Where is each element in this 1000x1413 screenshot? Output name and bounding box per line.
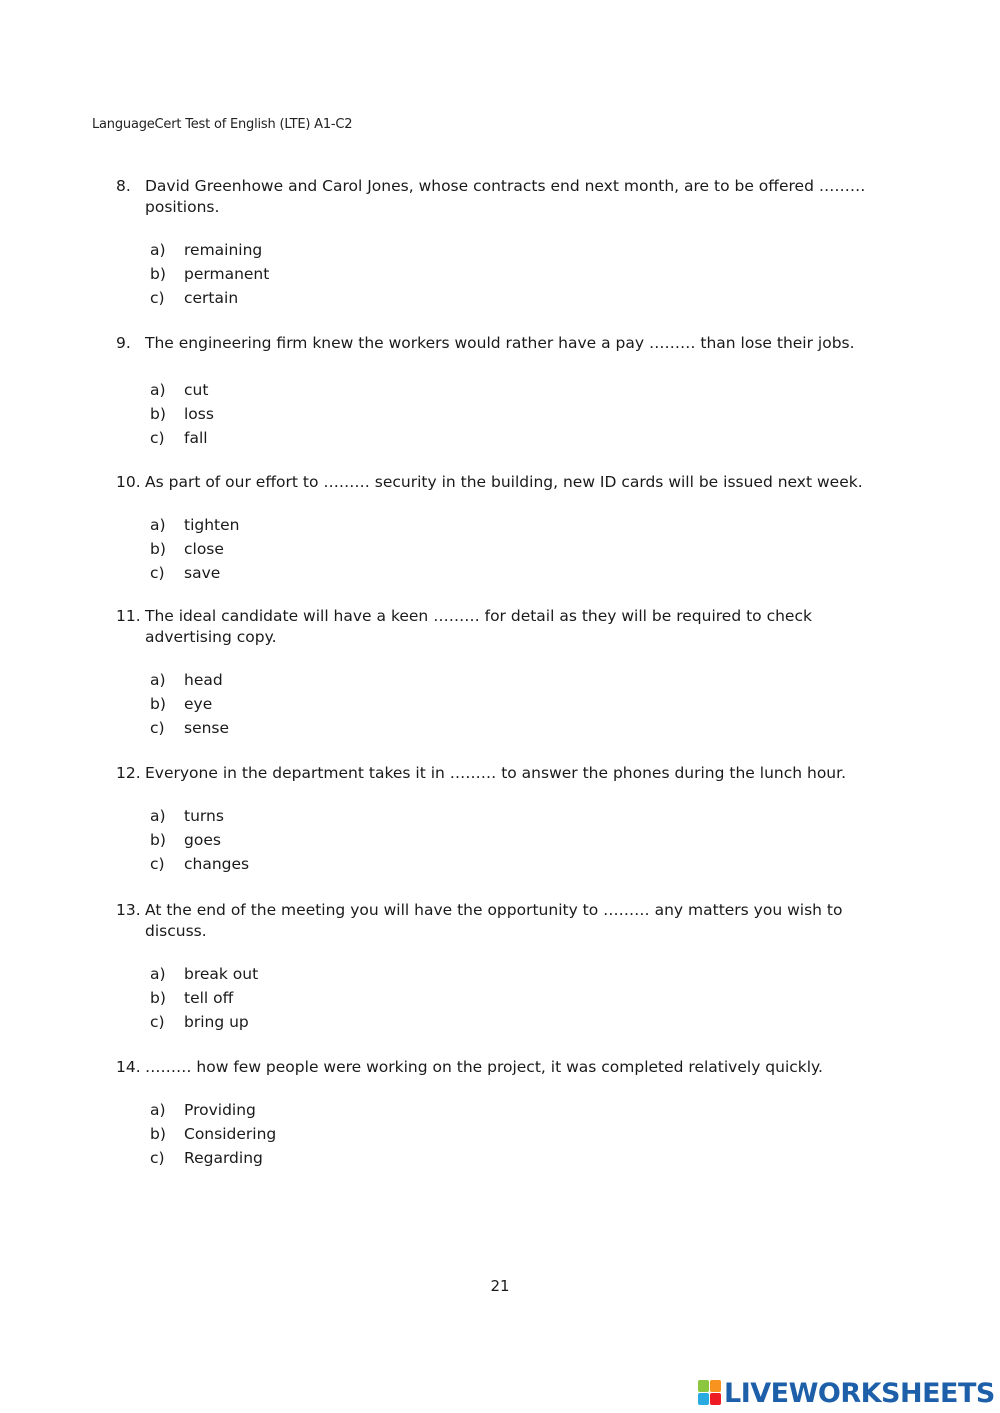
option-a[interactable] — [0, 1098, 1000, 1122]
option-a[interactable] — [0, 238, 1000, 262]
option-letter: b) — [150, 695, 166, 713]
option-b[interactable] — [0, 262, 1000, 286]
question-13 — [0, 900, 1000, 1034]
question-number: 10. — [116, 473, 141, 491]
options-list — [0, 378, 1000, 450]
option-text: remaining — [184, 241, 263, 259]
options-list — [0, 668, 1000, 740]
question-11 — [0, 606, 1000, 740]
option-letter: a) — [150, 241, 166, 259]
option-c[interactable] — [0, 716, 1000, 740]
option-text: save — [184, 564, 221, 582]
option-a[interactable] — [0, 962, 1000, 986]
option-text: tighten — [184, 516, 240, 534]
options-list — [0, 1098, 1000, 1170]
liveworksheets-brand[interactable] — [698, 1376, 995, 1410]
option-letter: c) — [150, 564, 165, 582]
option-text: Regarding — [184, 1149, 263, 1167]
option-letter: a) — [150, 965, 166, 983]
option-text: head — [184, 671, 223, 689]
option-b[interactable] — [0, 402, 1000, 426]
question-text: At the end of the meeting you will have the opportunity to ……… any matters you wish to discuss. — [145, 901, 843, 940]
question-number: 8. — [116, 177, 131, 195]
option-text: fall — [184, 429, 208, 447]
option-text: Providing — [184, 1101, 256, 1119]
option-a[interactable] — [0, 668, 1000, 692]
option-text: loss — [184, 405, 214, 423]
option-letter: a) — [150, 1101, 166, 1119]
question-text: As part of our effort to ……… security in the building, new ID cards will be issued next week. — [145, 473, 863, 491]
question-text: The ideal candidate will have a keen ……… for detail as they will be required to check advertising copy. — [145, 607, 812, 646]
question-8 — [0, 176, 1000, 310]
option-b[interactable] — [0, 1122, 1000, 1146]
question-number: 13. — [116, 901, 141, 919]
option-letter: b) — [150, 405, 166, 423]
option-letter: c) — [150, 719, 165, 737]
option-letter: a) — [150, 381, 166, 399]
option-c[interactable] — [0, 1146, 1000, 1170]
options-list — [0, 962, 1000, 1034]
question-9 — [0, 333, 1000, 450]
option-letter: b) — [150, 265, 166, 283]
question-10 — [0, 472, 1000, 585]
option-letter: c) — [150, 1149, 165, 1167]
document-header: LanguageCert Test of English (LTE) A1-C2 — [92, 117, 353, 132]
option-b[interactable] — [0, 537, 1000, 561]
question-number: 11. — [116, 607, 141, 625]
option-c[interactable] — [0, 426, 1000, 450]
option-c[interactable] — [0, 1010, 1000, 1034]
option-letter: b) — [150, 989, 166, 1007]
option-letter: c) — [150, 855, 165, 873]
option-letter: b) — [150, 540, 166, 558]
option-text: cut — [184, 381, 209, 399]
option-letter: a) — [150, 671, 166, 689]
option-text: permanent — [184, 265, 270, 283]
option-text: certain — [184, 289, 239, 307]
option-a[interactable] — [0, 804, 1000, 828]
question-text: The engineering firm knew the workers would rather have a pay ……… than lose their jobs. — [145, 334, 855, 352]
page-number: 21 — [490, 1277, 510, 1295]
option-text: goes — [184, 831, 221, 849]
option-text: turns — [184, 807, 224, 825]
option-b[interactable] — [0, 828, 1000, 852]
options-list — [0, 513, 1000, 585]
option-text: eye — [184, 695, 213, 713]
option-letter: a) — [150, 807, 166, 825]
option-a[interactable] — [0, 513, 1000, 537]
option-a[interactable] — [0, 378, 1000, 402]
option-letter: c) — [150, 289, 165, 307]
option-text: sense — [184, 719, 230, 737]
question-number: 9. — [116, 334, 131, 352]
liveworksheets-logo-icon — [698, 1380, 722, 1406]
question-number: 12. — [116, 764, 141, 782]
option-letter: a) — [150, 516, 166, 534]
brand-text: LIVEWORKSHEETS — [724, 1377, 995, 1409]
question-text: Everyone in the department takes it in ……… to answer the phones during the lunch hour. — [145, 764, 846, 782]
question-text: ……… how few people were working on the project, it was completed relatively quickly. — [145, 1058, 823, 1076]
question-14 — [0, 1057, 1000, 1170]
option-text: break out — [184, 965, 259, 983]
option-letter: c) — [150, 1013, 165, 1031]
option-text: bring up — [184, 1013, 249, 1031]
options-list — [0, 238, 1000, 310]
option-c[interactable] — [0, 286, 1000, 310]
option-letter: b) — [150, 831, 166, 849]
option-text: tell off — [184, 989, 234, 1007]
option-b[interactable] — [0, 692, 1000, 716]
options-list — [0, 804, 1000, 876]
option-c[interactable] — [0, 561, 1000, 585]
question-12 — [0, 763, 1000, 876]
question-text: David Greenhowe and Carol Jones, whose contracts end next month, are to be offered ……… positions. — [145, 177, 866, 216]
option-letter: c) — [150, 429, 165, 447]
option-letter: b) — [150, 1125, 166, 1143]
option-b[interactable] — [0, 986, 1000, 1010]
option-text: close — [184, 540, 224, 558]
option-text: Considering — [184, 1125, 277, 1143]
question-number: 14. — [116, 1058, 141, 1076]
option-text: changes — [184, 855, 250, 873]
option-c[interactable] — [0, 852, 1000, 876]
